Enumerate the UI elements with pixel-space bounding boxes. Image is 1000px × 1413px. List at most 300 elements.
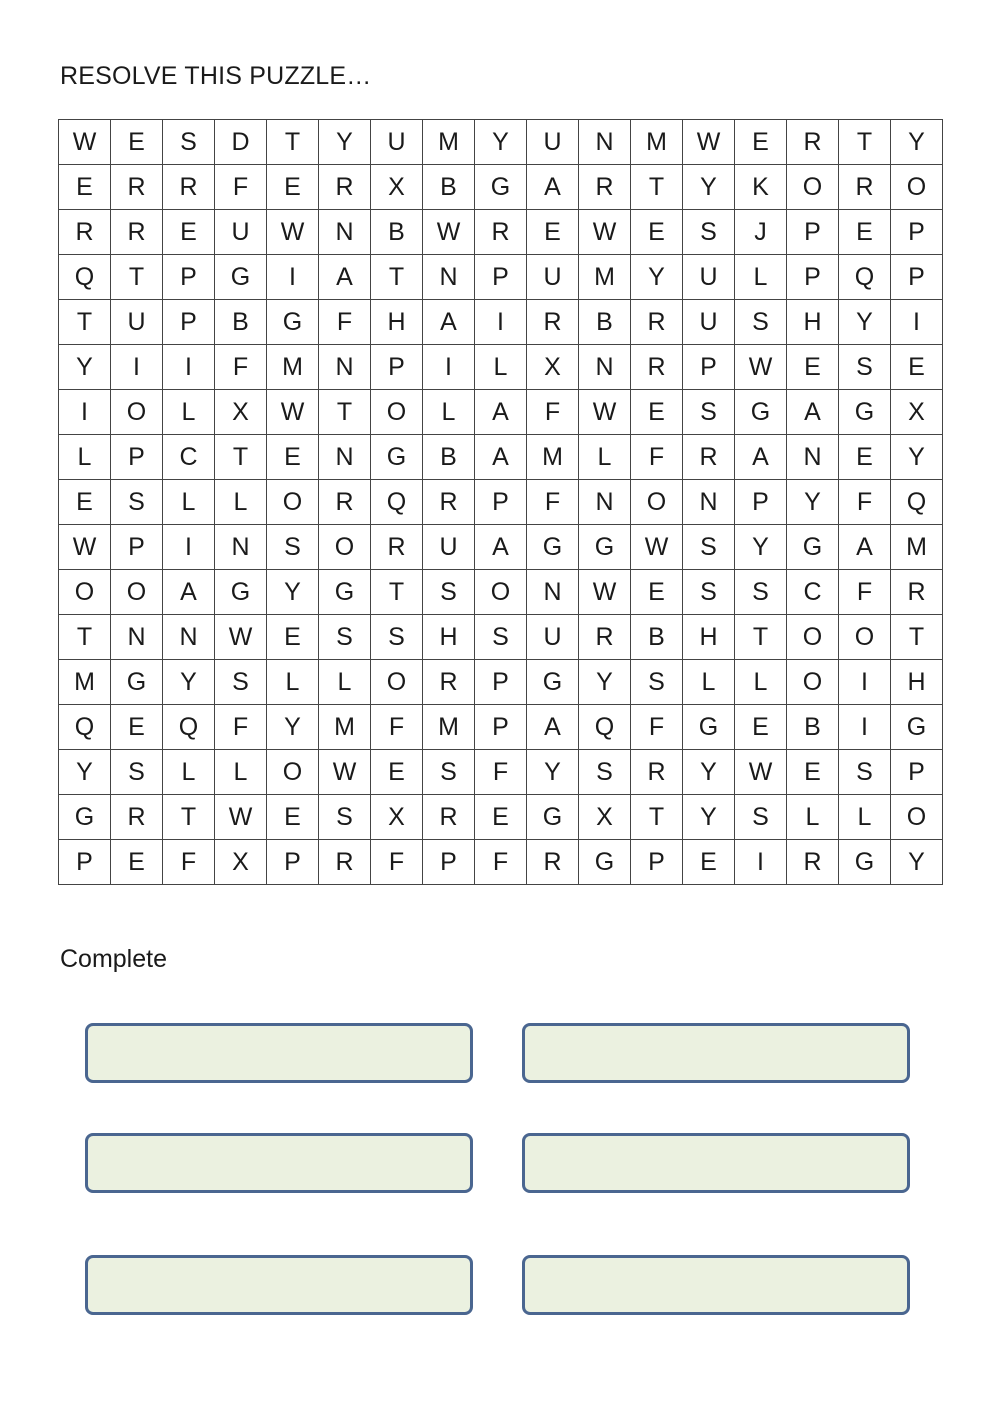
grid-cell[interactable]: F [371, 705, 423, 750]
grid-cell[interactable]: F [527, 480, 579, 525]
grid-cell[interactable]: P [111, 525, 163, 570]
grid-cell[interactable]: W [267, 210, 319, 255]
grid-cell[interactable]: B [371, 210, 423, 255]
grid-cell[interactable]: G [683, 705, 735, 750]
grid-cell[interactable]: A [787, 390, 839, 435]
grid-cell[interactable]: O [891, 165, 943, 210]
grid-cell[interactable]: S [267, 525, 319, 570]
grid-cell[interactable]: E [111, 840, 163, 885]
grid-cell[interactable]: I [267, 255, 319, 300]
grid-cell[interactable]: U [423, 525, 475, 570]
grid-cell[interactable]: E [735, 705, 787, 750]
grid-cell[interactable]: H [891, 660, 943, 705]
grid-cell[interactable]: Q [59, 255, 111, 300]
grid-cell[interactable]: G [579, 525, 631, 570]
grid-cell[interactable]: U [683, 255, 735, 300]
grid-cell[interactable]: S [735, 570, 787, 615]
grid-cell[interactable]: N [163, 615, 215, 660]
grid-cell[interactable]: E [839, 210, 891, 255]
grid-cell[interactable]: U [527, 120, 579, 165]
grid-cell[interactable]: G [527, 660, 579, 705]
grid-cell[interactable]: A [475, 525, 527, 570]
grid-cell[interactable]: O [631, 480, 683, 525]
grid-cell[interactable]: F [631, 705, 683, 750]
grid-cell[interactable]: S [683, 525, 735, 570]
grid-cell[interactable]: E [891, 345, 943, 390]
grid-cell[interactable]: R [787, 840, 839, 885]
grid-cell[interactable]: H [371, 300, 423, 345]
grid-cell[interactable]: A [527, 705, 579, 750]
grid-cell[interactable]: O [787, 165, 839, 210]
answer-field-4[interactable] [522, 1133, 910, 1193]
grid-cell[interactable]: P [267, 840, 319, 885]
grid-cell[interactable]: E [111, 705, 163, 750]
grid-cell[interactable]: R [423, 480, 475, 525]
grid-cell[interactable]: T [371, 255, 423, 300]
grid-cell[interactable]: U [215, 210, 267, 255]
grid-cell[interactable]: A [527, 165, 579, 210]
answer-field-6[interactable] [522, 1255, 910, 1315]
grid-cell[interactable]: L [163, 750, 215, 795]
grid-cell[interactable]: P [475, 255, 527, 300]
grid-cell[interactable]: G [371, 435, 423, 480]
grid-cell[interactable]: Y [683, 795, 735, 840]
grid-cell[interactable]: R [631, 345, 683, 390]
grid-row [59, 570, 943, 615]
grid-cell[interactable]: S [163, 120, 215, 165]
grid-cell[interactable]: W [579, 390, 631, 435]
grid-cell[interactable]: S [839, 750, 891, 795]
grid-cell[interactable]: I [735, 840, 787, 885]
grid-cell[interactable]: X [215, 390, 267, 435]
grid-cell[interactable]: B [579, 300, 631, 345]
grid-cell[interactable]: M [423, 705, 475, 750]
grid-cell[interactable]: Y [319, 120, 371, 165]
grid-cell[interactable]: G [527, 525, 579, 570]
grid-cell[interactable]: S [111, 750, 163, 795]
grid-cell[interactable]: Q [59, 705, 111, 750]
grid-cell[interactable]: P [891, 210, 943, 255]
grid-cell[interactable]: P [735, 480, 787, 525]
grid-cell[interactable]: W [423, 210, 475, 255]
grid-cell[interactable]: Y [631, 255, 683, 300]
grid-cell[interactable]: S [735, 300, 787, 345]
answer-field-2[interactable] [522, 1023, 910, 1083]
grid-cell[interactable]: W [215, 615, 267, 660]
grid-cell[interactable]: G [111, 660, 163, 705]
grid-cell[interactable]: Q [839, 255, 891, 300]
grid-cell[interactable]: Q [579, 705, 631, 750]
grid-cell[interactable]: A [475, 390, 527, 435]
grid-cell[interactable]: Q [371, 480, 423, 525]
grid-cell[interactable]: Y [527, 750, 579, 795]
grid-row [59, 480, 943, 525]
grid-cell[interactable]: D [215, 120, 267, 165]
grid-cell[interactable]: L [163, 480, 215, 525]
grid-cell[interactable]: R [111, 795, 163, 840]
grid-cell[interactable]: Y [59, 345, 111, 390]
grid-cell[interactable]: T [631, 795, 683, 840]
grid-cell[interactable]: M [527, 435, 579, 480]
grid-cell[interactable]: F [631, 435, 683, 480]
grid-cell[interactable]: N [579, 480, 631, 525]
grid-cell[interactable]: O [839, 615, 891, 660]
grid-cell[interactable]: F [215, 705, 267, 750]
grid-cell[interactable]: W [579, 570, 631, 615]
grid-cell[interactable]: L [579, 435, 631, 480]
grid-cell[interactable]: L [475, 345, 527, 390]
grid-cell[interactable]: E [111, 120, 163, 165]
grid-cell[interactable]: F [527, 390, 579, 435]
grid-cell[interactable]: T [839, 120, 891, 165]
grid-cell[interactable]: P [59, 840, 111, 885]
grid-cell[interactable]: M [267, 345, 319, 390]
grid-cell[interactable]: T [631, 165, 683, 210]
grid-cell[interactable]: Y [839, 300, 891, 345]
grid-row [59, 210, 943, 255]
grid-cell[interactable]: M [319, 705, 371, 750]
grid-cell[interactable]: Q [891, 480, 943, 525]
grid-cell[interactable]: E [631, 210, 683, 255]
grid-cell[interactable]: E [527, 210, 579, 255]
grid-cell[interactable]: A [839, 525, 891, 570]
grid-cell[interactable]: O [371, 390, 423, 435]
grid-cell[interactable]: E [163, 210, 215, 255]
grid-cell[interactable]: L [423, 390, 475, 435]
grid-cell[interactable]: L [787, 795, 839, 840]
grid-cell[interactable]: H [423, 615, 475, 660]
grid-cell[interactable]: P [371, 345, 423, 390]
grid-cell[interactable]: E [371, 750, 423, 795]
grid-cell[interactable]: E [267, 435, 319, 480]
grid-cell[interactable]: N [787, 435, 839, 480]
grid-cell[interactable]: E [631, 570, 683, 615]
grid-cell[interactable]: O [787, 660, 839, 705]
grid-cell[interactable]: E [475, 795, 527, 840]
grid-cell[interactable]: S [423, 570, 475, 615]
grid-cell[interactable]: W [631, 525, 683, 570]
grid-cell[interactable]: Y [683, 165, 735, 210]
grid-cell[interactable]: A [163, 570, 215, 615]
grid-cell[interactable]: X [891, 390, 943, 435]
grid-cell[interactable]: R [579, 165, 631, 210]
grid-cell[interactable]: N [579, 120, 631, 165]
grid-cell[interactable]: S [683, 570, 735, 615]
grid-cell[interactable]: P [787, 255, 839, 300]
grid-cell[interactable]: T [59, 615, 111, 660]
grid-cell[interactable]: T [891, 615, 943, 660]
grid-cell[interactable]: I [163, 525, 215, 570]
grid-cell[interactable]: N [423, 255, 475, 300]
grid-cell[interactable]: O [891, 795, 943, 840]
grid-cell[interactable]: W [579, 210, 631, 255]
grid-cell[interactable]: Y [891, 120, 943, 165]
grid-cell[interactable]: F [371, 840, 423, 885]
grid-cell[interactable]: R [423, 795, 475, 840]
grid-cell[interactable]: U [527, 615, 579, 660]
grid-cell[interactable]: R [371, 525, 423, 570]
grid-cell[interactable]: C [163, 435, 215, 480]
grid-cell[interactable]: B [787, 705, 839, 750]
grid-cell[interactable]: L [215, 480, 267, 525]
grid-cell[interactable]: S [631, 660, 683, 705]
grid-cell[interactable]: W [59, 525, 111, 570]
grid-cell[interactable]: E [59, 480, 111, 525]
grid-cell[interactable]: T [111, 255, 163, 300]
grid-cell[interactable]: I [423, 345, 475, 390]
grid-cell[interactable]: N [683, 480, 735, 525]
grid-cell[interactable]: N [111, 615, 163, 660]
grid-cell[interactable]: M [631, 120, 683, 165]
grid-cell[interactable]: R [839, 165, 891, 210]
grid-cell[interactable]: S [839, 345, 891, 390]
grid-cell[interactable]: L [839, 795, 891, 840]
grid-cell[interactable]: G [475, 165, 527, 210]
grid-cell[interactable]: O [319, 525, 371, 570]
grid-cell[interactable]: M [891, 525, 943, 570]
grid-cell[interactable]: I [839, 660, 891, 705]
grid-cell[interactable]: N [319, 345, 371, 390]
answer-field-1[interactable] [85, 1023, 473, 1083]
grid-cell[interactable]: S [423, 750, 475, 795]
grid-cell[interactable]: W [735, 345, 787, 390]
grid-cell[interactable]: H [787, 300, 839, 345]
grid-cell[interactable]: G [267, 300, 319, 345]
grid-cell[interactable]: T [371, 570, 423, 615]
grid-cell[interactable]: W [735, 750, 787, 795]
grid-cell[interactable]: R [111, 210, 163, 255]
answer-field-5[interactable] [85, 1255, 473, 1315]
grid-cell[interactable]: B [423, 435, 475, 480]
grid-cell[interactable]: G [319, 570, 371, 615]
grid-cell[interactable]: T [735, 615, 787, 660]
grid-cell[interactable]: F [215, 345, 267, 390]
grid-cell[interactable]: Y [267, 705, 319, 750]
grid-cell[interactable]: I [59, 390, 111, 435]
grid-cell[interactable]: E [267, 615, 319, 660]
grid-cell[interactable]: G [839, 840, 891, 885]
grid-cell[interactable]: B [631, 615, 683, 660]
grid-cell[interactable]: G [579, 840, 631, 885]
grid-cell[interactable]: A [423, 300, 475, 345]
grid-cell[interactable]: R [111, 165, 163, 210]
grid-cell[interactable]: L [267, 660, 319, 705]
grid-cell[interactable]: Y [891, 840, 943, 885]
grid-cell[interactable]: Y [891, 435, 943, 480]
grid-cell[interactable]: Y [735, 525, 787, 570]
grid-cell[interactable]: X [215, 840, 267, 885]
grid-cell[interactable]: F [319, 300, 371, 345]
grid-cell[interactable]: A [735, 435, 787, 480]
grid-cell[interactable]: A [319, 255, 371, 300]
grid-cell[interactable]: U [111, 300, 163, 345]
grid-cell[interactable]: S [735, 795, 787, 840]
grid-cell[interactable]: P [423, 840, 475, 885]
grid-cell[interactable]: O [267, 480, 319, 525]
grid-cell[interactable]: F [839, 570, 891, 615]
grid-cell[interactable]: P [891, 750, 943, 795]
grid-cell[interactable]: L [215, 750, 267, 795]
grid-cell[interactable]: K [735, 165, 787, 210]
grid-cell[interactable]: G [839, 390, 891, 435]
grid-cell[interactable]: R [319, 480, 371, 525]
grid-cell[interactable]: M [579, 255, 631, 300]
grid-cell[interactable]: R [579, 615, 631, 660]
grid-cell[interactable]: S [111, 480, 163, 525]
grid-cell[interactable]: T [163, 795, 215, 840]
grid-cell[interactable]: M [59, 660, 111, 705]
grid-cell[interactable]: R [423, 660, 475, 705]
grid-cell[interactable]: R [319, 165, 371, 210]
grid-cell[interactable]: W [215, 795, 267, 840]
grid-cell[interactable]: F [163, 840, 215, 885]
grid-cell[interactable]: O [787, 615, 839, 660]
grid-cell[interactable]: O [267, 750, 319, 795]
grid-cell[interactable]: U [527, 255, 579, 300]
grid-cell[interactable]: R [683, 435, 735, 480]
grid-cell[interactable]: Y [579, 660, 631, 705]
grid-cell[interactable]: L [735, 255, 787, 300]
grid-cell[interactable]: E [787, 750, 839, 795]
grid-cell[interactable]: G [527, 795, 579, 840]
grid-cell[interactable]: E [683, 840, 735, 885]
grid-cell[interactable]: O [111, 390, 163, 435]
grid-cell[interactable]: T [215, 435, 267, 480]
grid-cell[interactable]: R [527, 300, 579, 345]
grid-cell[interactable]: T [267, 120, 319, 165]
grid-cell[interactable]: P [631, 840, 683, 885]
grid-cell[interactable]: E [59, 165, 111, 210]
answer-field-3[interactable] [85, 1133, 473, 1193]
grid-cell[interactable]: A [475, 435, 527, 480]
grid-cell[interactable]: R [631, 300, 683, 345]
grid-cell[interactable]: Y [683, 750, 735, 795]
grid-cell[interactable]: N [527, 570, 579, 615]
grid-cell[interactable]: U [371, 120, 423, 165]
grid-row [59, 165, 943, 210]
grid-cell[interactable]: F [475, 840, 527, 885]
grid-cell[interactable]: G [215, 570, 267, 615]
grid-cell[interactable]: E [631, 390, 683, 435]
grid-cell[interactable]: G [215, 255, 267, 300]
grid-cell[interactable]: G [787, 525, 839, 570]
grid-cell[interactable]: X [579, 795, 631, 840]
grid-cell[interactable]: R [787, 120, 839, 165]
grid-cell[interactable]: S [475, 615, 527, 660]
grid-cell[interactable]: Y [267, 570, 319, 615]
grid-cell[interactable]: P [163, 255, 215, 300]
grid-cell[interactable]: P [111, 435, 163, 480]
grid-cell[interactable]: S [319, 615, 371, 660]
grid-cell[interactable]: F [839, 480, 891, 525]
grid-cell[interactable]: O [111, 570, 163, 615]
grid-cell[interactable]: S [371, 615, 423, 660]
grid-cell[interactable]: B [215, 300, 267, 345]
grid-cell[interactable]: M [423, 120, 475, 165]
grid-cell[interactable]: S [683, 390, 735, 435]
grid-cell[interactable]: L [683, 660, 735, 705]
grid-cell[interactable]: E [267, 165, 319, 210]
grid-cell[interactable]: E [839, 435, 891, 480]
grid-cell[interactable]: E [787, 345, 839, 390]
grid-cell[interactable]: G [735, 390, 787, 435]
grid-cell[interactable]: I [839, 705, 891, 750]
grid-cell[interactable]: O [59, 570, 111, 615]
grid-cell[interactable]: S [215, 660, 267, 705]
grid-cell[interactable]: Y [787, 480, 839, 525]
grid-cell[interactable]: W [59, 120, 111, 165]
grid-cell[interactable]: L [59, 435, 111, 480]
grid-cell[interactable]: R [527, 840, 579, 885]
grid-cell[interactable]: E [735, 120, 787, 165]
grid-cell[interactable]: T [59, 300, 111, 345]
grid-cell[interactable]: P [475, 660, 527, 705]
grid-cell[interactable]: R [163, 165, 215, 210]
grid-row [59, 660, 943, 705]
grid-cell[interactable]: G [891, 705, 943, 750]
grid-cell[interactable]: W [267, 390, 319, 435]
grid-cell[interactable]: W [319, 750, 371, 795]
grid-cell[interactable]: R [319, 840, 371, 885]
grid-cell[interactable]: L [735, 660, 787, 705]
grid-cell[interactable]: N [319, 435, 371, 480]
grid-cell[interactable]: O [371, 660, 423, 705]
grid-cell[interactable]: I [475, 300, 527, 345]
grid-cell[interactable]: R [631, 750, 683, 795]
grid-cell[interactable]: N [319, 210, 371, 255]
grid-cell[interactable]: X [527, 345, 579, 390]
grid-cell[interactable]: T [319, 390, 371, 435]
grid-cell[interactable]: P [475, 705, 527, 750]
grid-cell[interactable]: E [267, 795, 319, 840]
grid-cell[interactable]: I [111, 345, 163, 390]
grid-cell[interactable]: I [891, 300, 943, 345]
grid-cell[interactable]: S [579, 750, 631, 795]
grid-cell[interactable]: Y [163, 660, 215, 705]
grid-cell[interactable]: L [319, 660, 371, 705]
grid-cell[interactable]: F [475, 750, 527, 795]
grid-cell[interactable]: X [371, 165, 423, 210]
grid-cell[interactable]: Q [163, 705, 215, 750]
grid-cell[interactable]: N [579, 345, 631, 390]
grid-cell[interactable]: H [683, 615, 735, 660]
grid-cell[interactable]: R [891, 570, 943, 615]
grid-cell[interactable]: F [215, 165, 267, 210]
grid-cell[interactable]: S [683, 210, 735, 255]
grid-cell[interactable]: L [163, 390, 215, 435]
grid-cell[interactable]: G [59, 795, 111, 840]
grid-cell[interactable]: C [787, 570, 839, 615]
grid-cell[interactable]: Y [59, 750, 111, 795]
grid-cell[interactable]: R [59, 210, 111, 255]
grid-cell[interactable]: I [163, 345, 215, 390]
grid-cell[interactable]: X [371, 795, 423, 840]
grid-cell[interactable]: O [475, 570, 527, 615]
grid-cell[interactable]: P [163, 300, 215, 345]
grid-cell[interactable]: J [735, 210, 787, 255]
grid-cell[interactable]: P [891, 255, 943, 300]
grid-cell[interactable]: Y [475, 120, 527, 165]
grid-cell[interactable]: P [787, 210, 839, 255]
grid-cell[interactable]: N [215, 525, 267, 570]
grid-cell[interactable]: W [683, 120, 735, 165]
grid-cell[interactable]: P [475, 480, 527, 525]
grid-cell[interactable]: S [319, 795, 371, 840]
grid-cell[interactable]: R [475, 210, 527, 255]
grid-cell[interactable]: P [683, 345, 735, 390]
grid-cell[interactable]: B [423, 165, 475, 210]
grid-cell[interactable]: U [683, 300, 735, 345]
